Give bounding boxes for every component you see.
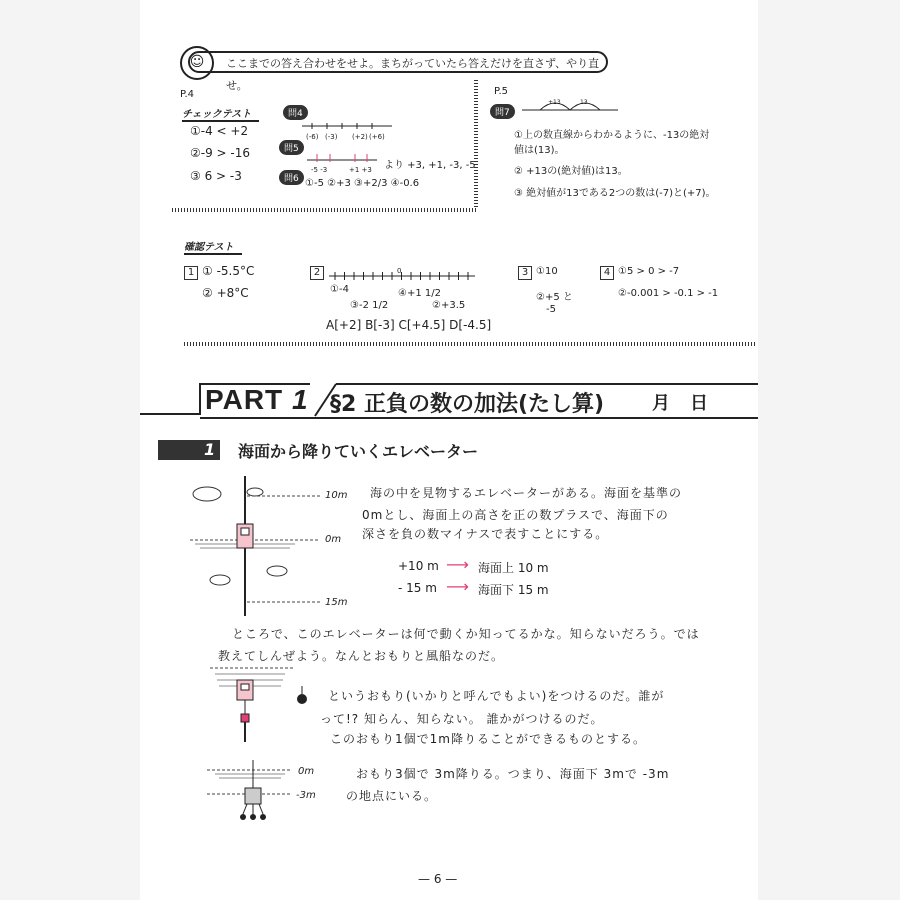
q7-arc-diagram [520,96,620,116]
q6-answer: ①-5 ②+3 ③+2/3 ④-0.6 [305,178,420,189]
q7-item-2: ② +13の(絶対値)は13。 [514,166,628,177]
svg-text:(-6): (-6) [306,133,319,141]
intro-line-2: 0mとし、海面上の高さを正の数プラスで、海面下の [362,508,669,522]
check-item-3: ③ 6 > -3 [190,169,242,183]
page-ref-p4: P.4 [180,89,195,100]
q6-badge: 問6 [279,170,304,185]
divider-horizontal [172,208,478,212]
intro-line-1: 海の中を見物するエレベーターがある。海面を基準の [370,486,683,500]
confirm-item-1b: ② +8°C [202,286,249,300]
check-item-2: ②-9 > -16 [190,146,251,160]
part-number: 1 [291,384,309,415]
c2-label-4: ④+1 1/2 [398,288,441,299]
svg-text:(+2): (+2) [352,133,368,141]
confirm-item-3c: -5 [546,304,556,315]
svg-text:+1 +3: +1 +3 [349,166,372,174]
para3-line-1: というおもり(いかりと呼んでもよい)をつけるのだ。誰が [328,689,665,703]
diagram1-mid-label: 0m [325,534,342,545]
arrow-icon: ⟶ [446,555,469,574]
diagram1-top-label: 10m [325,490,348,501]
confirm-item-4-number: 4 [600,266,614,280]
instruction-banner: ここまでの答え合わせをせよ。まちがっていたら答えだけを直さず、やり直せ。 [188,51,608,73]
example-2-meaning: 海面下 15 m [478,583,549,597]
section-title: §2 正負の数の加法(たし算) [330,392,605,417]
confirm-item-3a: ①10 [536,266,558,277]
c2-label-2: ②+3.5 [432,300,466,311]
arrow-icon: ⟶ [446,577,469,596]
diagram3-bottom-label: -3m [296,790,316,801]
q7-item-1: ①上の数直線からわかるように、-13の絶対値は(13)。 [514,130,710,156]
weight-diagram [205,664,315,744]
confirm-item-3-number: 3 [518,266,532,280]
confirm-item-1-number: 1 [184,266,198,280]
example-2-value: - 15 m [398,581,437,595]
question-number: 1 [204,440,216,459]
svg-text:13: 13 [580,99,588,106]
part-label: PART 1 [205,384,309,415]
check-test-label: チェックテスト [182,105,259,122]
svg-text:(+6): (+6) [369,133,385,141]
q5-badge: 問5 [279,140,304,155]
para2-line-2: 教えてしんぜよう。なんとおもりと風船なのだ。 [218,649,505,663]
example-1-meaning: 海面上 10 m [478,561,549,575]
svg-text:+13: +13 [548,99,561,106]
month-label: 月 [652,393,670,414]
q4-badge: 問4 [283,105,308,120]
diagram3-top-label: 0m [298,766,315,777]
svg-text:(-3): (-3) [325,133,338,141]
confirm-item-1a: ① -5.5°C [202,264,255,278]
question-title: 海面から降りていくエレベーター [238,442,479,461]
answers-bottom-divider [184,342,756,346]
c2-points: A[+2] B[-3] C[+4.5] D[-4.5] [326,318,492,332]
divider-vertical [474,80,478,210]
q4-number-line [300,118,395,144]
para4-line-1: おもり3個で 3m降りる。つまり、海面下 3mで -3m [356,767,670,781]
svg-text:-5 -3: -5 -3 [311,166,328,174]
c2-label-3: ③-2 1/2 [350,300,389,311]
para4-line-2: の地点にいる。 [346,789,438,803]
svg-text:0: 0 [397,267,402,275]
intro-line-3: 深さを負の数マイナスで表すことにする。 [362,527,609,541]
day-label: 日 [690,393,708,414]
para2-line-1: ところで、このエレベーターは何で動くか知ってるかな。知らないだろう。では [232,627,700,641]
q5-answer: より +3, +1, -3, -5 [384,160,476,171]
example-1-value: +10 m [398,559,439,573]
diagram1-bottom-label: 15m [325,597,348,608]
para3-line-3: このおもり1個で1m降りることができるものとする。 [330,732,646,746]
confirm-item-2-number: 2 [310,266,324,280]
confirm-number-line [327,266,477,290]
face-icon: ☺ [180,46,214,80]
q5-number-line [305,150,380,176]
confirm-item-4b: ②-0.001 > -0.1 > -1 [618,288,719,299]
confirm-item-3b: ②+5 と [536,292,573,303]
check-item-1: ①-4 < +2 [190,124,249,138]
c2-label-1: ①-4 [330,284,349,295]
confirm-item-4a: ①5 > 0 > -7 [618,266,680,277]
page-ref-p5: P.5 [494,86,509,97]
q7-item-3: ③ 絶対値が13である2つの数は(-7)と(+7)。 [514,188,716,199]
page-number: — 6 — [418,872,458,886]
confirm-test-label: 確認テスト [184,238,242,255]
q7-badge: 問7 [490,104,515,119]
para3-line-2: って!? 知らん、知らない。 誰かがつけるのだ。 [320,712,604,726]
